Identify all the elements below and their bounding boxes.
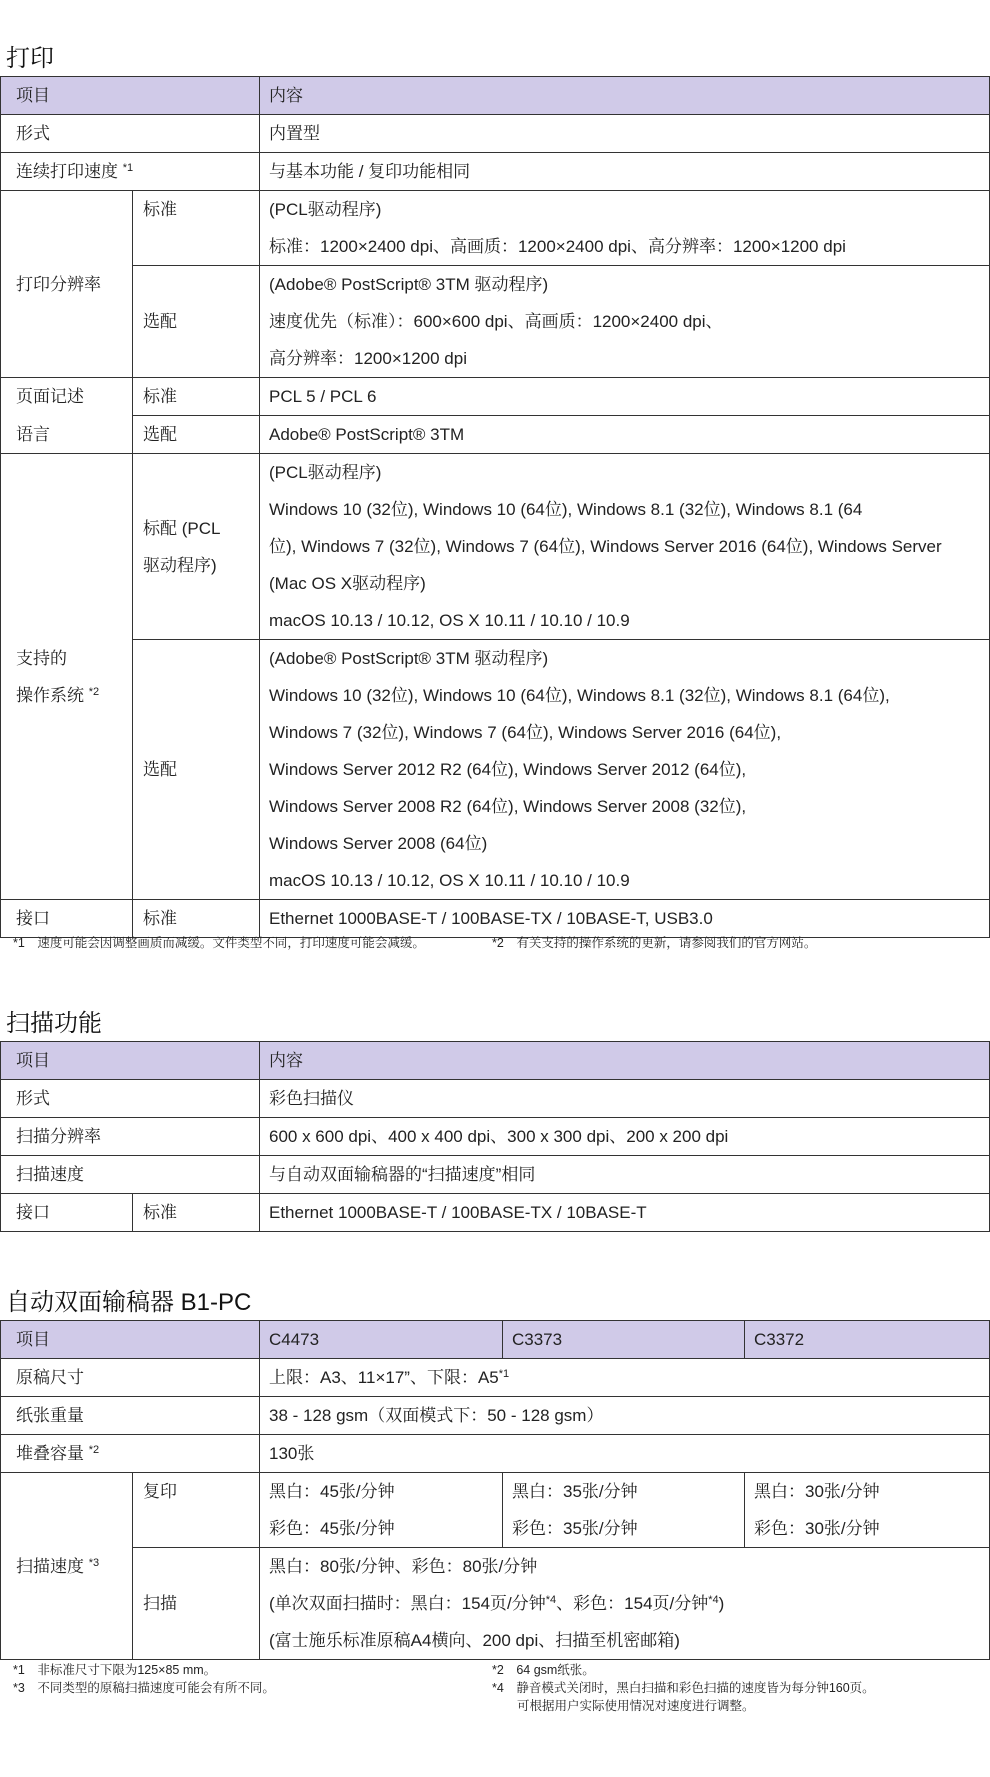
table-row	[1, 1359, 990, 1397]
table-row	[1, 1080, 990, 1118]
table-row	[1, 191, 990, 266]
speed-cell: 黑白：35张/分钟 彩色：35张/分钟	[503, 1473, 745, 1548]
header-model: C3372	[745, 1321, 990, 1359]
row-value: (Adobe® PostScript® 3TM 驱动程序) Windows 10 (32位), Windows 10 (64位), Windows 8.1 (32位), Windows 8.1 (64位), Windows 7 (32位), Windows 7 (64位), Windows Server 2016 (64位), Windows Server 2012 R2 (64位), Windows Server 2012 (64位), Windows Server 2008 R2 (64位), Windows Server 2008 (32位), Windows Server 2008 (64位) macOS 10.13 / 10.12, OS X 10.11 / 10.10 / 10.9	[260, 640, 990, 900]
scan-spec-table	[0, 1041, 990, 1232]
speed-cell: 黑白：45张/分钟 彩色：45张/分钟	[260, 1473, 503, 1548]
table-header-row	[1, 77, 990, 115]
row-label: 形式	[1, 115, 260, 153]
row-label: 打印分辨率	[1, 191, 133, 378]
header-model: C3373	[503, 1321, 745, 1359]
table-header-row	[1, 1321, 990, 1359]
row-value: 38 - 128 gsm（双面模式下：50 - 128 gsm）	[260, 1397, 990, 1435]
row-label: 连续打印速度 $^{*1}$	[1, 153, 260, 191]
sub-label: 标准	[133, 191, 260, 266]
row-label: 堆叠容量 $^{*2}$	[1, 1435, 260, 1473]
header-item: 项目	[1, 1042, 260, 1080]
header-model: C4473	[260, 1321, 503, 1359]
header-content: 内容	[260, 1042, 990, 1080]
row-label: 接口	[1, 900, 133, 938]
row-label: 扫描速度 $^{*3}$	[1, 1473, 133, 1660]
row-value: 600 x 600 dpi、400 x 400 dpi、300 x 300 dpi、200 x 200 dpi	[260, 1118, 990, 1156]
header-item: 项目	[1, 77, 260, 115]
row-label: 纸张重量	[1, 1397, 260, 1435]
sub-label: 复印	[133, 1473, 260, 1548]
sub-label: 标配 (PCL 驱动程序)	[133, 454, 260, 640]
sub-label: 标准	[133, 1194, 260, 1232]
row-label: 形式	[1, 1080, 260, 1118]
sub-label: 选配	[133, 266, 260, 378]
header-content: 内容	[260, 77, 990, 115]
table-row	[1, 266, 990, 378]
sub-label: 选配	[133, 640, 260, 900]
sub-label: 扫描	[133, 1548, 260, 1660]
row-value: 彩色扫描仪	[260, 1080, 990, 1118]
sub-label: 选配	[133, 416, 260, 454]
row-value: Adobe® PostScript® 3TM	[260, 416, 990, 454]
table-row	[1, 378, 990, 416]
adf-section-title: 自动双面输稿器 B1-PC	[6, 1289, 252, 1316]
speed-cell: 黑白：30张/分钟 彩色：30张/分钟	[745, 1473, 990, 1548]
adf-spec-table	[0, 1320, 990, 1660]
row-value: Ethernet 1000BASE-T / 100BASE-TX / 10BASE-T	[260, 1194, 990, 1232]
table-header-row	[1, 1042, 990, 1080]
table-row	[1, 454, 990, 640]
row-label: 接口	[1, 1194, 133, 1232]
row-value: (Adobe® PostScript® 3TM 驱动程序) 速度优先（标准）：600×600 dpi、高画质：1200×2400 dpi、 高分辨率：1200×1200 dpi	[260, 266, 990, 378]
row-value: 与基本功能 / 复印功能相同	[260, 153, 990, 191]
table-row	[1, 115, 990, 153]
table-row	[1, 153, 990, 191]
row-label: 支持的 操作系统 $^{*2}$	[1, 454, 133, 900]
row-value: Ethernet 1000BASE-T / 100BASE-TX / 10BASE-T, USB3.0	[260, 900, 990, 938]
row-label: 扫描分辨率	[1, 1118, 260, 1156]
row-value: 与自动双面输稿器的“扫描速度”相同	[260, 1156, 990, 1194]
row-label: 语言	[1, 416, 133, 454]
print-spec-table	[0, 76, 990, 938]
table-row	[1, 1397, 990, 1435]
sub-label: 标准	[133, 378, 260, 416]
row-value: PCL 5 / PCL 6	[260, 378, 990, 416]
table-row	[1, 1548, 990, 1660]
row-value: 上限：A3、11×17”、下限：A5$^{*1}$	[260, 1359, 990, 1397]
row-value: (PCL驱动程序) 标准：1200×2400 dpi、高画质：1200×2400 dpi、高分辨率：1200×1200 dpi	[260, 191, 990, 266]
row-label: 扫描速度	[1, 1156, 260, 1194]
table-row	[1, 1435, 990, 1473]
footnote: *1 非标准尺寸下限为125×85 mm。 *3 不同类型的原稿扫描速度可能会有所不同。	[13, 1663, 275, 1695]
table-row	[1, 1194, 990, 1232]
row-value: 内置型	[260, 115, 990, 153]
header-item: 项目	[1, 1321, 260, 1359]
row-value: 黑白：80张/分钟、彩色：80张/分钟 (单次双面扫描时：黑白：154页/分钟$^{*4}$、彩色：154页/分钟$^{*4}$) (富士施乐标准原稿A4横向、200 dpi、扫描至机密邮箱)	[260, 1548, 990, 1660]
footnote: *2 有关支持的操作系统的更新，请参阅我们的官方网站。	[492, 936, 817, 950]
table-row	[1, 640, 990, 900]
row-value: 130张	[260, 1435, 990, 1473]
table-row	[1, 1473, 990, 1548]
row-value: (PCL驱动程序) Windows 10 (32位), Windows 10 (64位), Windows 8.1 (32位), Windows 8.1 (64 位), Windows 7 (32位), Windows 7 (64位), Windows Server 2016 (64位), Windows Server (Mac OS X驱动程序) macOS 10.13 / 10.12, OS X 10.11 / 10.10 / 10.9	[260, 454, 990, 640]
table-row	[1, 900, 990, 938]
scan-section-title: 扫描功能	[6, 1010, 102, 1037]
table-row	[1, 416, 990, 454]
sub-label: 标准	[133, 900, 260, 938]
row-label: 原稿尺寸	[1, 1359, 260, 1397]
row-label: 页面记述	[1, 378, 133, 416]
table-row	[1, 1156, 990, 1194]
table-row	[1, 1118, 990, 1156]
footnote: *2 64 gsm纸张。 *4 静音模式关闭时，黑白扫描和彩色扫描的速度皆为每分钟160页。 可根据用户实际使用情况对速度进行调整。	[492, 1663, 875, 1713]
footnote: *1 速度可能会因调整画质而减缓。文件类型不同，打印速度可能会减缓。	[13, 936, 425, 950]
print-section-title: 打印	[6, 45, 54, 72]
